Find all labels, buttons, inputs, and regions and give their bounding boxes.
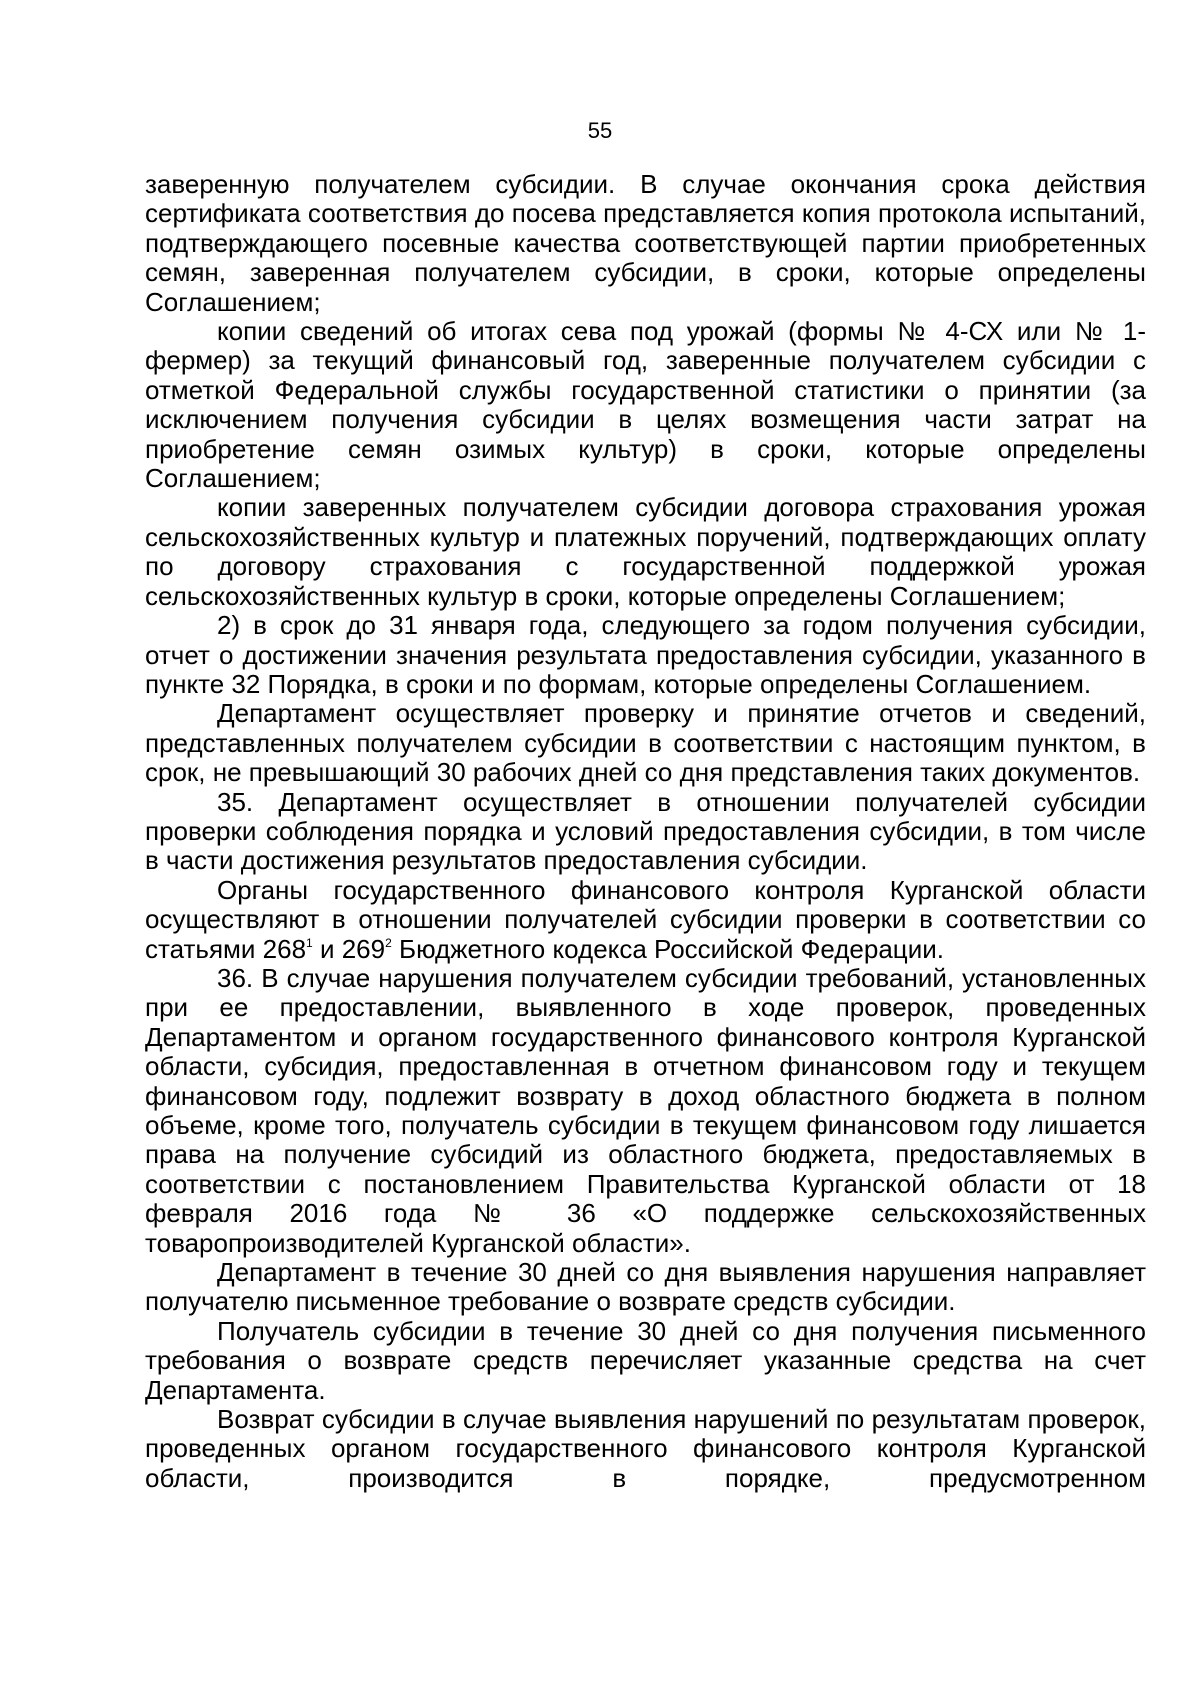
superscript-2: 2 [385,935,392,950]
text-after: Бюджетного кодекса Российской Федерации. [391,933,944,964]
paragraph-item-36: 36. В случае нарушения получателем субсидии требований, установленных при ее предоставлении, выявленного в ходе проверок, проведенных Департаментом и органом государственного финансового контроля Курганской области, субсидия, предоставленная в отчетном финансовом году и текущем финансовом году, подлежит возврату в доход областного бюджета в полном объеме, кроме того, получатель субсидии в текущем финансовом году лишается права на получение субсидий из областного бюджета, предоставляемых в соответствии с постановлением Правительства Курганской области от 18 февраля 2016 года № 36 «О поддержке сельскохозяйственных товаропроизводителей Курганской области». [145,962,1146,1258]
page-number: 55 [587,118,613,143]
text-middle: и 269 [312,933,386,964]
paragraph-insurance-copies: копии заверенных получателем субсидии договора страхования урожая сельскохозяйственных культур и платежных поручений, подтверждающих оплату по договору страхования с государственной поддержкой урожая сельскохозяйственных культур в сроки, которые определены Соглашением; [145,492,1146,611]
superscript-1: 1 [306,935,313,950]
paragraph-refund-procedure: Возврат субсидии в случае выявления нарушений по результатам проверок, проведенных органом государственного финансового контроля Курганской области, производится в порядке, предусмотренном [145,1404,1146,1493]
paragraph-report-deadline: 2) в срок до 31 января года, следующего за годом получения субсидии, отчет о достижении значения результата предоставления субсидии, указанного в пункте 32 Порядка, в сроки и по формам, которые определены Соглашением. [145,610,1146,699]
paragraph-continuation: заверенную получателем субсидии. В случае окончания срока действия сертификата соответствия до посева представляется копия протокола испытаний, подтверждающего посевные качества соответствующей партии приобретенных семян, заверенная получателем субсидии, в сроки, которые определены Соглашением; [145,169,1146,317]
paragraph-control-bodies [145,876,1146,964]
text-before: Органы государственного финансового контроля Курганской области осуществляют в отношении получателей субсидии проверки в соответствии со статьями 268 [145,874,1146,964]
paragraph-department-check: Департамент осуществляет проверку и принятие отчетов и сведений, представленных получателем субсидии в соответствии с настоящим пунктом, в срок, не превышающий 30 рабочих дней со дня представления таких документов. [145,698,1146,788]
document-body [145,170,1146,1493]
paragraph-item-35: 35. Департамент осуществляет в отношении получателей субсидии проверки соблюдения порядка и условий предоставления субсидии, в том числе в части достижения результатов предоставления субсидии. [145,786,1146,876]
paragraph-sowing-reports: копии сведений об итогах сева под урожай (формы № 4-СХ или № 1-фермер) за текущий финансовый год, заверенные получателем субсидии с отметкой Федеральной службы государственной статистики о принятии (за исключением получения субсидии в целях возмещения части затрат на приобретение семян озимых культур) в сроки, которые определены Соглашением; [145,316,1146,494]
paragraph-refund-transfer: Получатель субсидии в течение 30 дней со дня получения письменного требования о возврате средств перечисляет указанные средства на счет Департамента. [145,1315,1146,1405]
paragraph-violation-notice: Департамент в течение 30 дней со дня выявления нарушения направляет получателю письменное требование о возврате средств субсидии. [145,1257,1146,1317]
